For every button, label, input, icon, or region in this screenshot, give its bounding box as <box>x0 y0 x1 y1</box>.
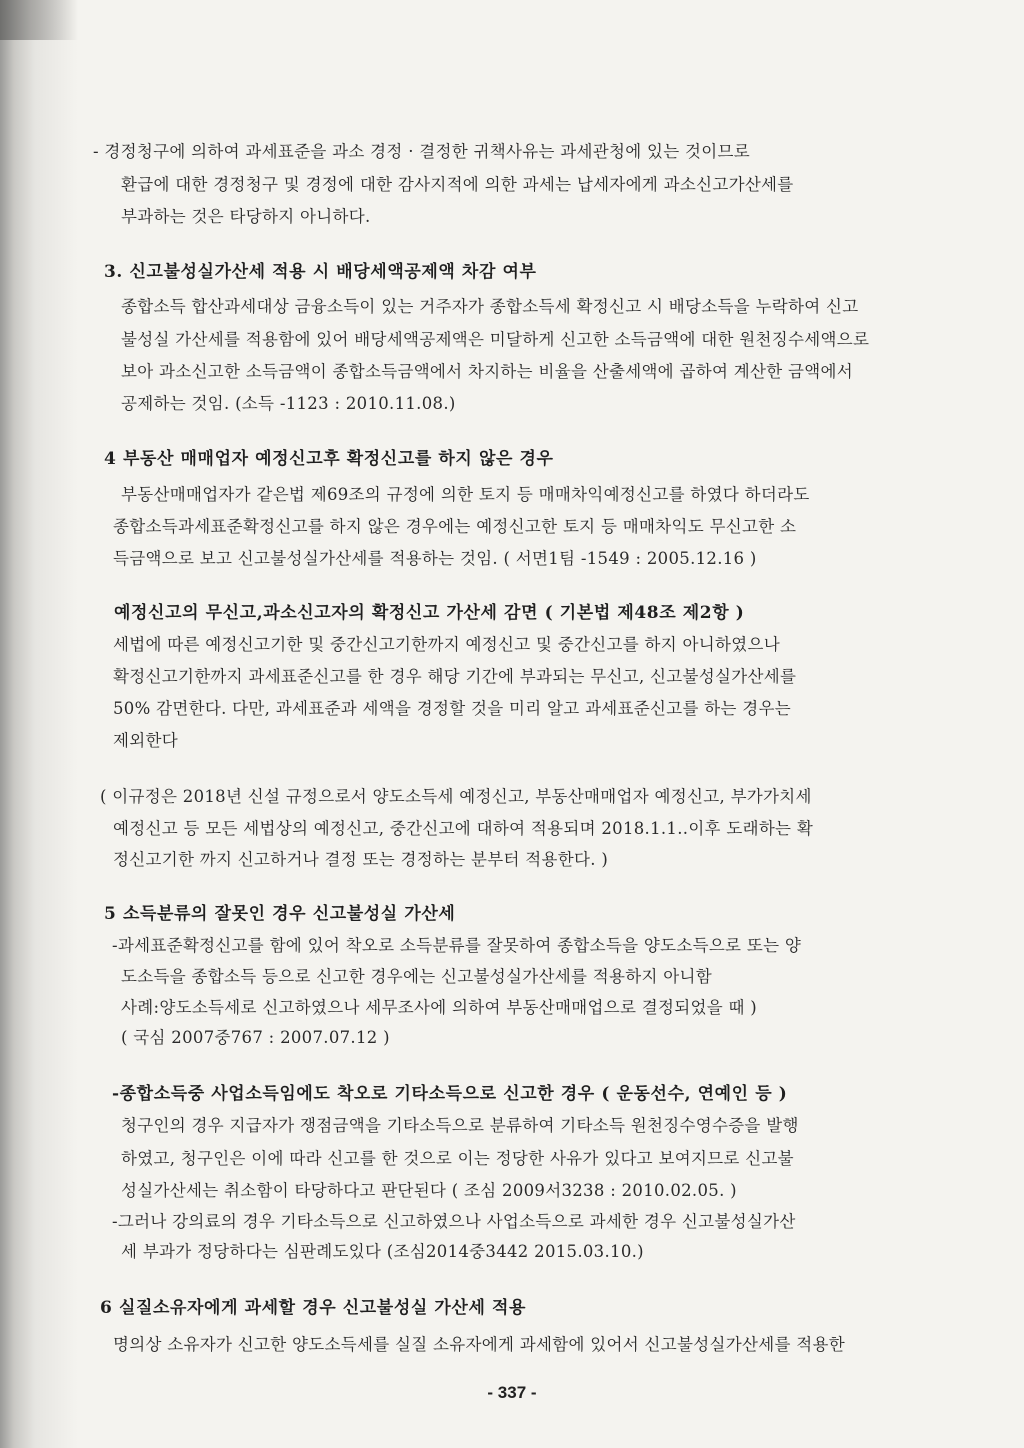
page-number: - 337 - <box>487 1383 537 1402</box>
body-line: 불성실 가산세를 적용함에 있어 배당세액공제액은 미달하게 신고한 소득금액에 대한 원천징수세액으로 <box>121 330 870 349</box>
body-line: 50% 감면한다. 다만, 과세표준과 세액을 경정할 것을 미리 알고 과세표준신고를 하는 경우는 <box>113 699 792 718</box>
body-line: -과세표준확정신고를 함에 있어 착오로 소득분류를 잘못하여 종합소득을 양도소득으로 또는 양 <box>112 936 802 955</box>
body-line: 성실가산세는 취소함이 타당하다고 판단된다 ( 조심 2009서3238 : 2010.02.05. ) <box>121 1181 737 1200</box>
body-line: ( 국심 2007중767 : 2007.07.12 ) <box>121 1028 390 1047</box>
note-line: 정신고기한 까지 신고하거나 결정 또는 경정하는 분부터 적용한다. ) <box>113 850 609 869</box>
body-line: 확정신고기한까지 과세표준신고를 한 경우 해당 기간에 부과되는 무신고, 신고불성실가산세를 <box>113 667 797 686</box>
body-line: 세법에 따른 예정신고기한 및 중간신고기한까지 예정신고 및 중간신고를 하지 아니하였으나 <box>113 635 780 654</box>
body-line: 명의상 소유자가 신고한 양도소득세를 실질 소유자에게 과세함에 있어서 신고불성실가산세를 적용한 <box>113 1335 845 1354</box>
body-line: 부과하는 것은 타당하지 아니하다. <box>121 207 371 226</box>
section-heading: 5 소득분류의 잘못인 경우 신고불성실 가산세 <box>104 904 456 924</box>
body-line: -그러나 강의료의 경우 기타소득으로 신고하였으나 사업소득으로 과세한 경우 신고불성실가산 <box>112 1212 796 1231</box>
body-line: 부동산매매업자가 같은법 제69조의 규정에 의한 토지 등 매매차익예정신고를 하였다 하더라도 <box>121 485 810 504</box>
note-line: ( 이규정은 2018년 신설 규정으로서 양도소득세 예정신고, 부동산매매업자 예정신고, 부가가치세 <box>100 787 812 806</box>
body-line: 종합소득 합산과세대상 금융소득이 있는 거주자가 종합소득세 확정신고 시 배당소득을 누락하여 신고 <box>121 297 859 316</box>
body-line: 세 부과가 정당하다는 심판례도있다 (조심2014중3442 2015.03.10.) <box>121 1242 644 1261</box>
section-heading: 6 실질소유자에게 과세할 경우 신고불성실 가산세 적용 <box>100 1298 527 1318</box>
note-line: 예정신고 등 모든 세법상의 예정신고, 중간신고에 대하여 적용되며 2018.1.1..이후 도래하는 확 <box>113 819 814 838</box>
section-heading: 예정신고의 무신고,과소신고자의 확정신고 가산세 감면 ( 기본법 제48조 제2항 ) <box>114 603 745 623</box>
body-line: - 경정청구에 의하여 과세표준을 과소 경정 · 결정한 귀책사유는 과세관청에 있는 것이므로 <box>93 142 751 161</box>
body-line: 환급에 대한 경정청구 및 경정에 대한 감사지적에 의한 과세는 납세자에게 과소신고가산세를 <box>121 175 794 194</box>
body-line: 득금액으로 보고 신고불성실가산세를 적용하는 것임. ( 서면1팀 -1549 : 2005.12.16 ) <box>113 549 757 568</box>
section-heading: 4 부동산 매매업자 예정신고후 확정신고를 하지 않은 경우 <box>104 449 554 469</box>
body-line: 하였고, 청구인은 이에 따라 신고를 한 것으로 이는 정당한 사유가 있다고 보여지므로 신고불 <box>121 1149 794 1168</box>
section-heading: 3. 신고불성실가산세 적용 시 배당세액공제액 차감 여부 <box>104 262 537 282</box>
body-line: 사례:양도소득세로 신고하였으나 세무조사에 의하여 부동산매매업으로 결정되었을 때 ) <box>121 998 758 1017</box>
body-line: 제외한다 <box>113 731 178 750</box>
section-heading: -종합소득중 사업소득임에도 착오로 기타소득으로 신고한 경우 ( 운동선수, 연예인 등 ) <box>112 1084 788 1104</box>
body-line: 도소득을 종합소득 등으로 신고한 경우에는 신고불성실가산세를 적용하지 아니함 <box>121 967 712 986</box>
body-line: 보아 과소신고한 소득금액이 종합소득금액에서 차지하는 비율을 산출세액에 곱하여 계산한 금액에서 <box>121 362 853 381</box>
body-line: 종합소득과세표준확정신고를 하지 않은 경우에는 예정신고한 토지 등 매매차익도 무신고한 소 <box>113 517 797 536</box>
body-line: 청구인의 경우 지급자가 쟁점금액을 기타소득으로 분류하여 기타소득 원천징수영수증을 발행 <box>121 1116 799 1135</box>
body-line: 공제하는 것임. (소득 -1123 : 2010.11.08.) <box>121 394 456 413</box>
